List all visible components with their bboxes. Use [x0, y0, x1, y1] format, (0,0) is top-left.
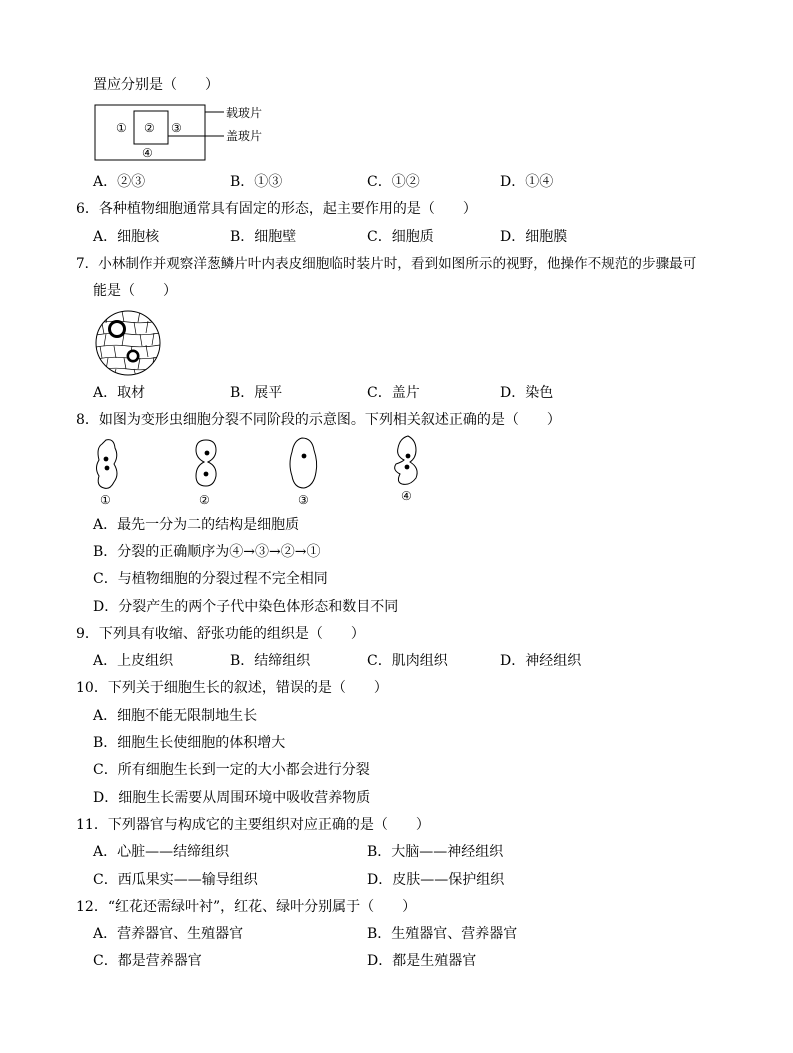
microscope-field-figure: [94, 309, 162, 377]
marker-1: ①: [116, 121, 127, 135]
q8-option-d[interactable]: D．分裂产生的两个子代中染色体形态和数目不同: [93, 599, 399, 615]
q5-option-c[interactable]: C．①②: [367, 174, 420, 190]
figure-label-1: ①: [100, 493, 111, 507]
q12-option-d[interactable]: D．都是生殖器官: [367, 953, 477, 969]
q5-option-b[interactable]: B．①③: [230, 174, 283, 190]
q12-option-a[interactable]: A．营养器官、生殖器官: [93, 926, 244, 942]
q12-stem: 12．“红花还需绿叶衬”，红花、绿叶分别属于（ ）: [76, 899, 417, 915]
amoeba-cell-3: [290, 438, 317, 488]
q10-option-a[interactable]: A．细胞不能无限制地生长: [93, 708, 258, 724]
figure-label-3: ③: [298, 493, 309, 507]
nucleus-2a: [205, 451, 210, 456]
q8-option-b[interactable]: B．分裂的正确顺序为④→③→②→①: [93, 544, 321, 560]
q9-stem: 9．下列具有收缩、舒张功能的组织是（ ）: [76, 626, 365, 642]
figure-label-4: ④: [401, 489, 412, 503]
q9-option-d[interactable]: D．神经组织: [500, 653, 582, 669]
amoeba-division-figure: [90, 434, 430, 510]
q10-option-c[interactable]: C．所有细胞生长到一定的大小都会进行分裂: [93, 762, 370, 778]
q11-option-c[interactable]: C．西瓜果实——输导组织: [93, 872, 258, 888]
air-bubble-large: [110, 322, 125, 337]
label-zaiboupian: 载玻片: [226, 106, 263, 120]
q10-option-b[interactable]: B．细胞生长使细胞的体积增大: [93, 735, 286, 751]
q11-stem: 11．下列器官与构成它的主要组织对应正确的是（ ）: [76, 817, 430, 833]
q7-option-b[interactable]: B．展平: [230, 385, 283, 401]
nucleus-1a: [104, 457, 109, 462]
marker-2: ②: [144, 121, 155, 135]
q6-option-d[interactable]: D．细胞膜: [500, 229, 568, 245]
marker-3: ③: [171, 121, 182, 135]
q6-option-a[interactable]: A．细胞核: [93, 229, 160, 245]
nucleus-4b: [405, 465, 410, 470]
q12-option-b[interactable]: B．生殖器官、营养器官: [367, 926, 518, 942]
q9-option-b[interactable]: B．结缔组织: [230, 653, 311, 669]
q7-option-d[interactable]: D．染色: [500, 385, 554, 401]
q11-option-d[interactable]: D．皮肤——保护组织: [367, 872, 505, 888]
amoeba-cell-4: [395, 436, 417, 484]
nucleus-2b: [204, 472, 209, 477]
q8-option-a[interactable]: A．最先一分为二的结构是细胞质: [93, 517, 300, 533]
q8-option-c[interactable]: C．与植物细胞的分裂过程不完全相同: [93, 571, 328, 587]
label-gaiboupian: 盖玻片: [226, 129, 263, 143]
q7-stem-line2: 能是（ ）: [93, 283, 177, 299]
q8-stem: 8．如图为变形虫细胞分裂不同阶段的示意图。下列相关叙述正确的是（ ）: [76, 412, 561, 428]
q7-option-a[interactable]: A．取材: [93, 385, 146, 401]
marker-4: ④: [142, 146, 153, 160]
figure-label-2: ②: [199, 493, 210, 507]
nucleus-4a: [406, 454, 411, 459]
q11-option-a[interactable]: A．心脏——结缔组织: [93, 844, 230, 860]
q10-stem: 10．下列关于细胞生长的叙述，错误的是（ ）: [76, 680, 388, 696]
q12-option-c[interactable]: C．都是营养器官: [93, 953, 202, 969]
q5-option-d[interactable]: D．①④: [500, 174, 554, 190]
amoeba-cell-1: [97, 440, 118, 489]
slide-diagram: [94, 104, 294, 164]
air-bubble-small: [128, 351, 138, 361]
nucleus-3: [302, 454, 307, 459]
amoeba-cell-2: [196, 440, 216, 486]
q5-option-a[interactable]: A．②③: [93, 174, 146, 190]
q6-option-b[interactable]: B．细胞壁: [230, 229, 297, 245]
q9-option-a[interactable]: A．上皮组织: [93, 653, 174, 669]
nucleus-1b: [105, 466, 110, 471]
q11-option-b[interactable]: B．大脑——神经组织: [367, 844, 504, 860]
q10-option-d[interactable]: D．细胞生长需要从周围环境中吸收营养物质: [93, 790, 371, 806]
q9-option-c[interactable]: C．肌肉组织: [367, 653, 448, 669]
q7-option-c[interactable]: C．盖片: [367, 385, 420, 401]
q6-stem: 6．各种植物细胞通常具有固定的形态，起主要作用的是（ ）: [76, 201, 477, 217]
q7-stem-line1: 7．小林制作并观察洋葱鳞片叶内表皮细胞临时装片时，看到如图所示的视野，他操作不规范的步骤最可: [76, 256, 697, 272]
q5-stem-tail: 置应分别是（ ）: [93, 77, 219, 93]
q6-option-c[interactable]: C．细胞质: [367, 229, 434, 245]
